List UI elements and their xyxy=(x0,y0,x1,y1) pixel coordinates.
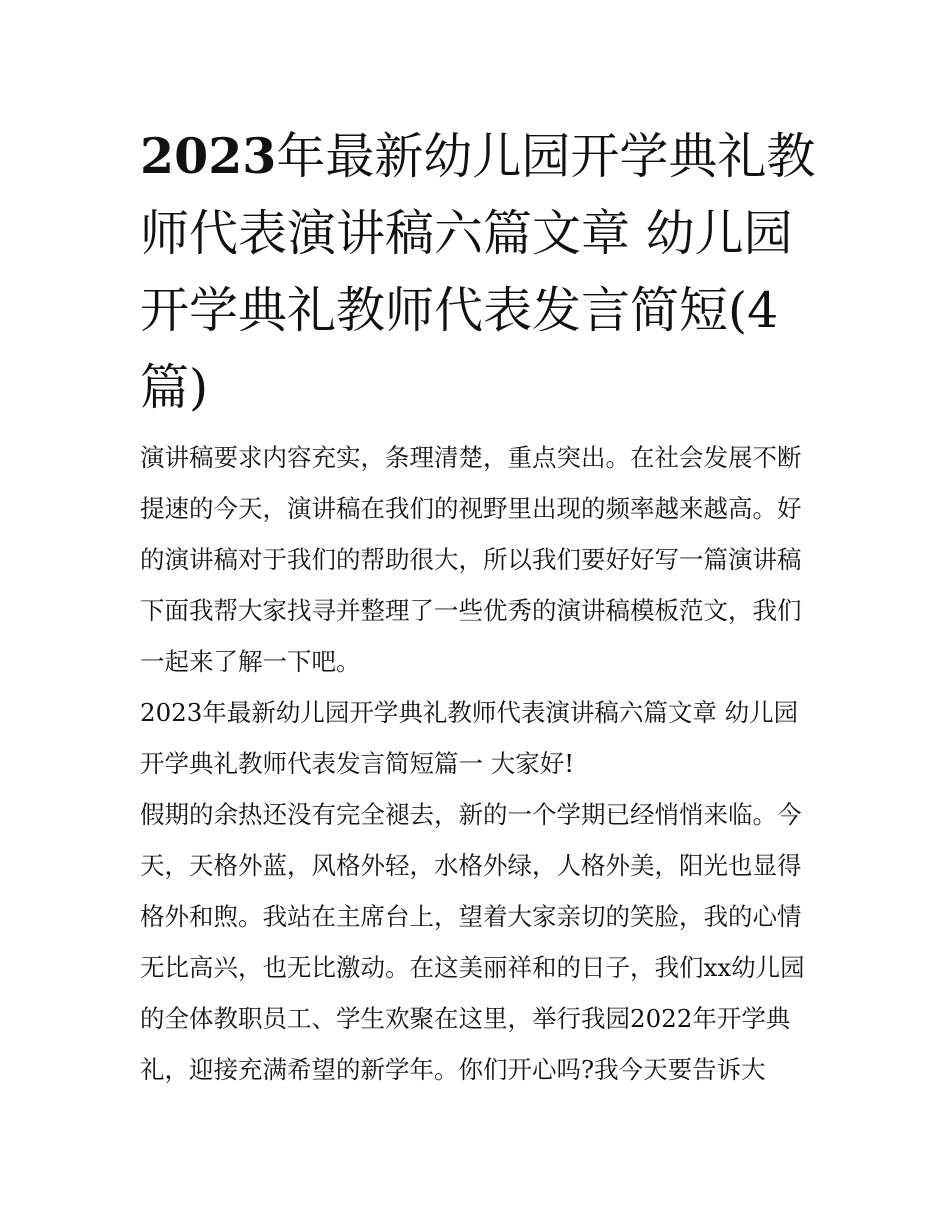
title-year: 2023 xyxy=(140,127,277,185)
intro-paragraph: 演讲稿要求内容充实，条理清楚，重点突出。在社会发展不断提速的今天，演讲稿在我们的视野里出现的频率越来越高。好的演讲稿对于我们的帮助很大，所以我们要好好写一篇演讲稿下面我帮大家找寻并整理了一些优秀的演讲稿模板范文，我们一起来了解一下吧。 xyxy=(140,443,802,676)
document-body xyxy=(140,432,820,1095)
speech-paragraph: 假期的余热还没有完全褪去，新的一个学期已经悄悄来临。今天，天格外蓝，风格外轻，水格外绿，人格外美，阳光也显得格外和煦。我站在主席台上，望着大家亲切的笑脸，我的心情无比高兴，也无比激动。在这美丽祥和的日子，我们xx幼儿园的全体教职员工、学生欢聚在这里，举行我园2022年开学典礼，迎接充满希望的新学年。你们开心吗?我今天要告诉大 xyxy=(140,800,805,1084)
section-heading-paragraph: 2023年最新幼儿园开学典礼教师代表演讲稿六篇文章 幼儿园开学典礼教师代表发言简短篇一 大家好! xyxy=(140,698,799,778)
document-title xyxy=(140,118,820,426)
title-text: 年最新幼儿园开学典礼教师代表演讲稿六篇文章 幼儿园开学典礼教师代表发言简短(4篇) xyxy=(140,128,816,416)
